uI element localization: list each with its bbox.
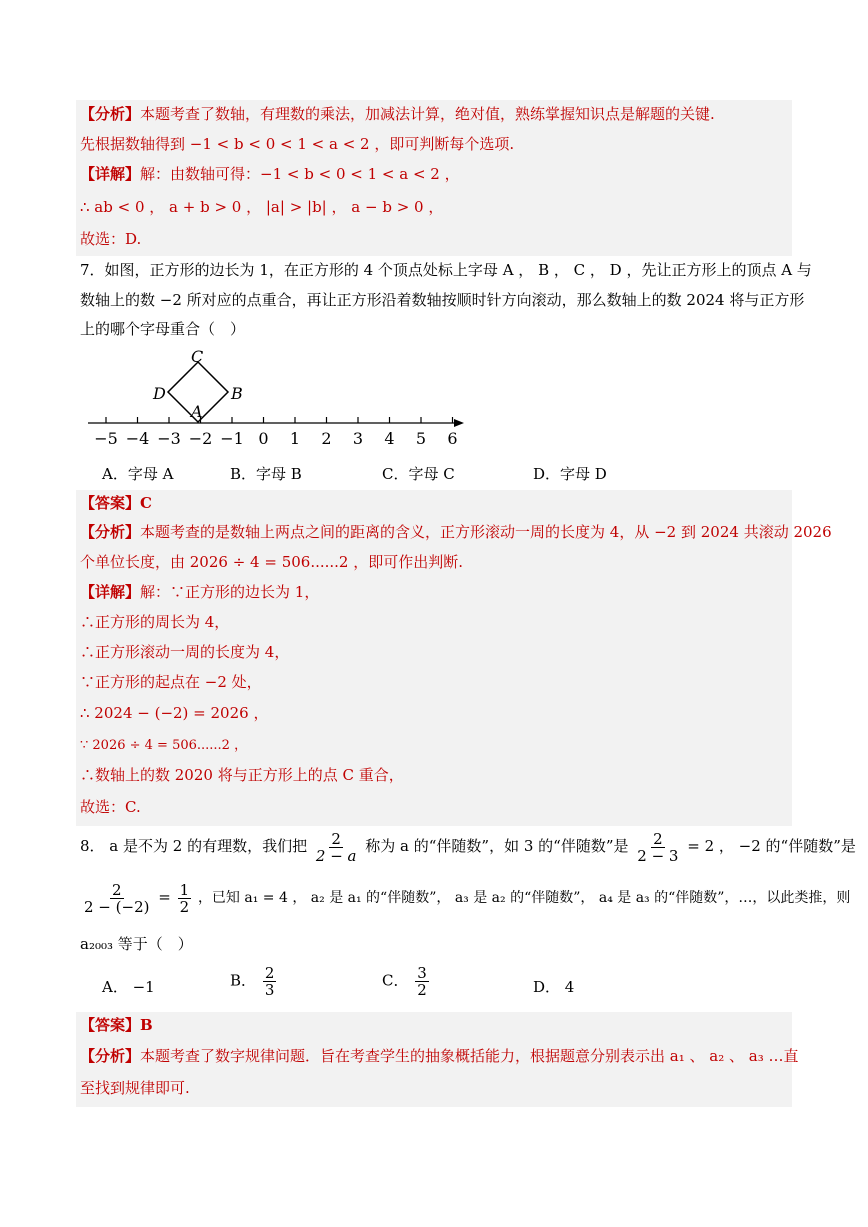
fraction-numerator: 1 [179,880,190,899]
q6-analysis-line2: 先根据数轴得到 −1 < b < 0 < 1 < a < 2 ，即可判断每个选项. [80,135,515,153]
q8-analysis-line1 [80,1046,799,1066]
q7-analysis-line2: 个单位长度，由 2026 ÷ 4 = 506......2 ，即可作出判断. [80,553,464,571]
analysis-text: 本题考查的是数轴上两点之间的距离的含义，正方形滚动一周的长度为 4，从 −2 到 2024 共滚动 2026 [140,523,832,541]
tick-label: −1 [220,429,244,448]
q7-stem-line2: 数轴上的数 −2 所对应的点重合，再让正方形沿着数轴按顺时针方向滚动，那么数轴上的数 2024 将与正方形 [80,291,805,309]
q8-text-rest: ，已知 a₁ = 4 ， a₂ 是 a₁ 的“伴随数”， a₃ 是 a₂ 的“伴随数”， a₄ 是 a₃ 的“伴随数”，…，以此类推，则 [197,890,851,906]
vertex-label-b: B [231,384,243,403]
q7-detail-line6: ∵ 2026 ÷ 4 = 506......2 ， [80,738,248,753]
fraction-numerator: 2 [653,829,663,848]
vertex-label-a: A [191,402,203,421]
q8-stem-line1 [80,826,856,866]
fraction-numerator: 2 [111,880,122,899]
fraction-numerator: 2 [264,964,275,982]
fraction-2-over-2-minus-3 [635,831,680,864]
tick-label: −3 [157,429,181,448]
q7-detail-line4: ∵正方形的起点在 −2 处， [80,673,262,691]
detail-tag: 【详解】 [80,583,141,601]
q6-detail-line1 [80,164,460,184]
q7-option-b: B．字母 B [230,465,302,483]
tick-label: −4 [125,429,150,448]
q8-text-a: 8． a 是不为 2 的有理数，我们把 [80,837,308,855]
fraction-3-over-2 [415,965,429,998]
q7-stem-line3: 上的哪个字母重合（ ） [80,320,246,338]
q7-detail-line3: ∴正方形滚动一周的长度为 4， [80,643,290,661]
q8-stem-line3: a₂₀₀₃ 等于（ ） [80,935,193,953]
q8-stem-line2 [80,877,850,918]
q7-detail-line5: ∴ 2024 − (−2) = 2026 ， [80,704,269,722]
q8-option-b [230,965,278,998]
q7-option-a: A．字母 A [102,465,174,483]
q7-number-line-figure [80,345,480,455]
tick-label: 3 [352,429,364,448]
tick-label: 5 [415,429,427,448]
fraction-denominator: 2 − a [315,846,357,865]
analysis-tag: 【分析】 [80,1047,141,1065]
q8-option-d: D． 4 [533,978,575,996]
tick-label: 1 [289,429,301,448]
q7-answer-line: 【答案】C [80,494,152,512]
q7-analysis-line1 [80,522,832,542]
option-prefix: C． [382,971,409,990]
q8-text-b: 称为 a 的“伴随数”，如 3 的“伴随数”是 [365,837,629,855]
vertex-label-d: D [153,384,166,403]
q7-option-d: D．字母 D [533,465,607,483]
fraction-numerator: 2 [331,829,341,848]
fraction-denominator: 2 [417,981,427,999]
analysis-tag: 【分析】 [80,523,141,541]
analysis-text: 本题考查了数字规律问题．旨在考查学生的抽象概括能力，根据题意分别表示出 a₁ 、 a₂ 、 a₃ …直 [140,1047,799,1065]
number-line-ticks [94,417,457,448]
detail-text: 解：由数轴可得：−1 < b < 0 < 1 < a < 2 ， [140,165,460,183]
detail-tag: 【详解】 [80,165,141,183]
q6-choice-line: 故选：D. [80,230,142,248]
fraction-1-over-2 [178,882,192,915]
q7-detail-line2: ∴正方形的周长为 4， [80,613,230,631]
analysis-text: 本题考查了数轴，有理数的乘法，加减法计算，绝对值，熟练掌握知识点是解题的关键. [140,105,715,123]
q7-option-c: C．字母 C [382,465,455,483]
fraction-denominator: 3 [264,981,275,999]
q7-choice-line: 故选：C. [80,798,141,816]
option-prefix: B． [230,971,257,990]
q8-analysis-line2: 至找到规律即可. [80,1079,190,1097]
q7-detail-line1 [80,582,319,602]
tick-label: −2 [188,429,213,448]
q6-analysis-line1 [80,104,715,124]
fraction-2-over-2-minus-a [314,831,359,864]
q8-text-c: = 2 ， −2 的“伴随数”是 [687,837,856,855]
fraction-numerator: 3 [417,964,427,982]
q8-option-c [382,965,431,998]
tick-label: 6 [447,429,458,448]
q8-equals: = [158,888,171,906]
q7-detail-line7: ∴数轴上的数 2020 将与正方形上的点 C 重合， [80,766,404,784]
fraction-denominator: 2 − 3 [637,846,679,865]
tick-label: 4 [384,429,395,448]
fraction-denominator: 2 [179,897,190,916]
q7-stem-line1: 7．如图，正方形的边长为 1，在正方形的 4 个顶点处标上字母 A ， B ， C ， D ，先让正方形上的顶点 A 与 [80,261,812,279]
analysis-tag: 【分析】 [80,105,141,123]
fraction-2-over-2-minus-neg2 [82,882,151,915]
vertex-label-c: C [191,347,204,366]
fraction-denominator: 2 − (−2) [84,897,150,916]
detail-text: 解：∵正方形的边长为 1， [140,583,320,601]
tick-label: 0 [258,429,269,448]
q8-option-a: A． −1 [102,978,155,996]
fraction-2-over-3 [263,965,277,998]
q6-detail-line2: ∴ ab < 0 ， a + b > 0 ， |a| > |b| ， a − b > 0 ， [80,198,444,216]
tick-label: −5 [94,429,118,448]
tick-label: 2 [321,429,332,448]
axis-arrow-head [454,419,464,427]
q8-answer-line: 【答案】B [80,1016,153,1034]
